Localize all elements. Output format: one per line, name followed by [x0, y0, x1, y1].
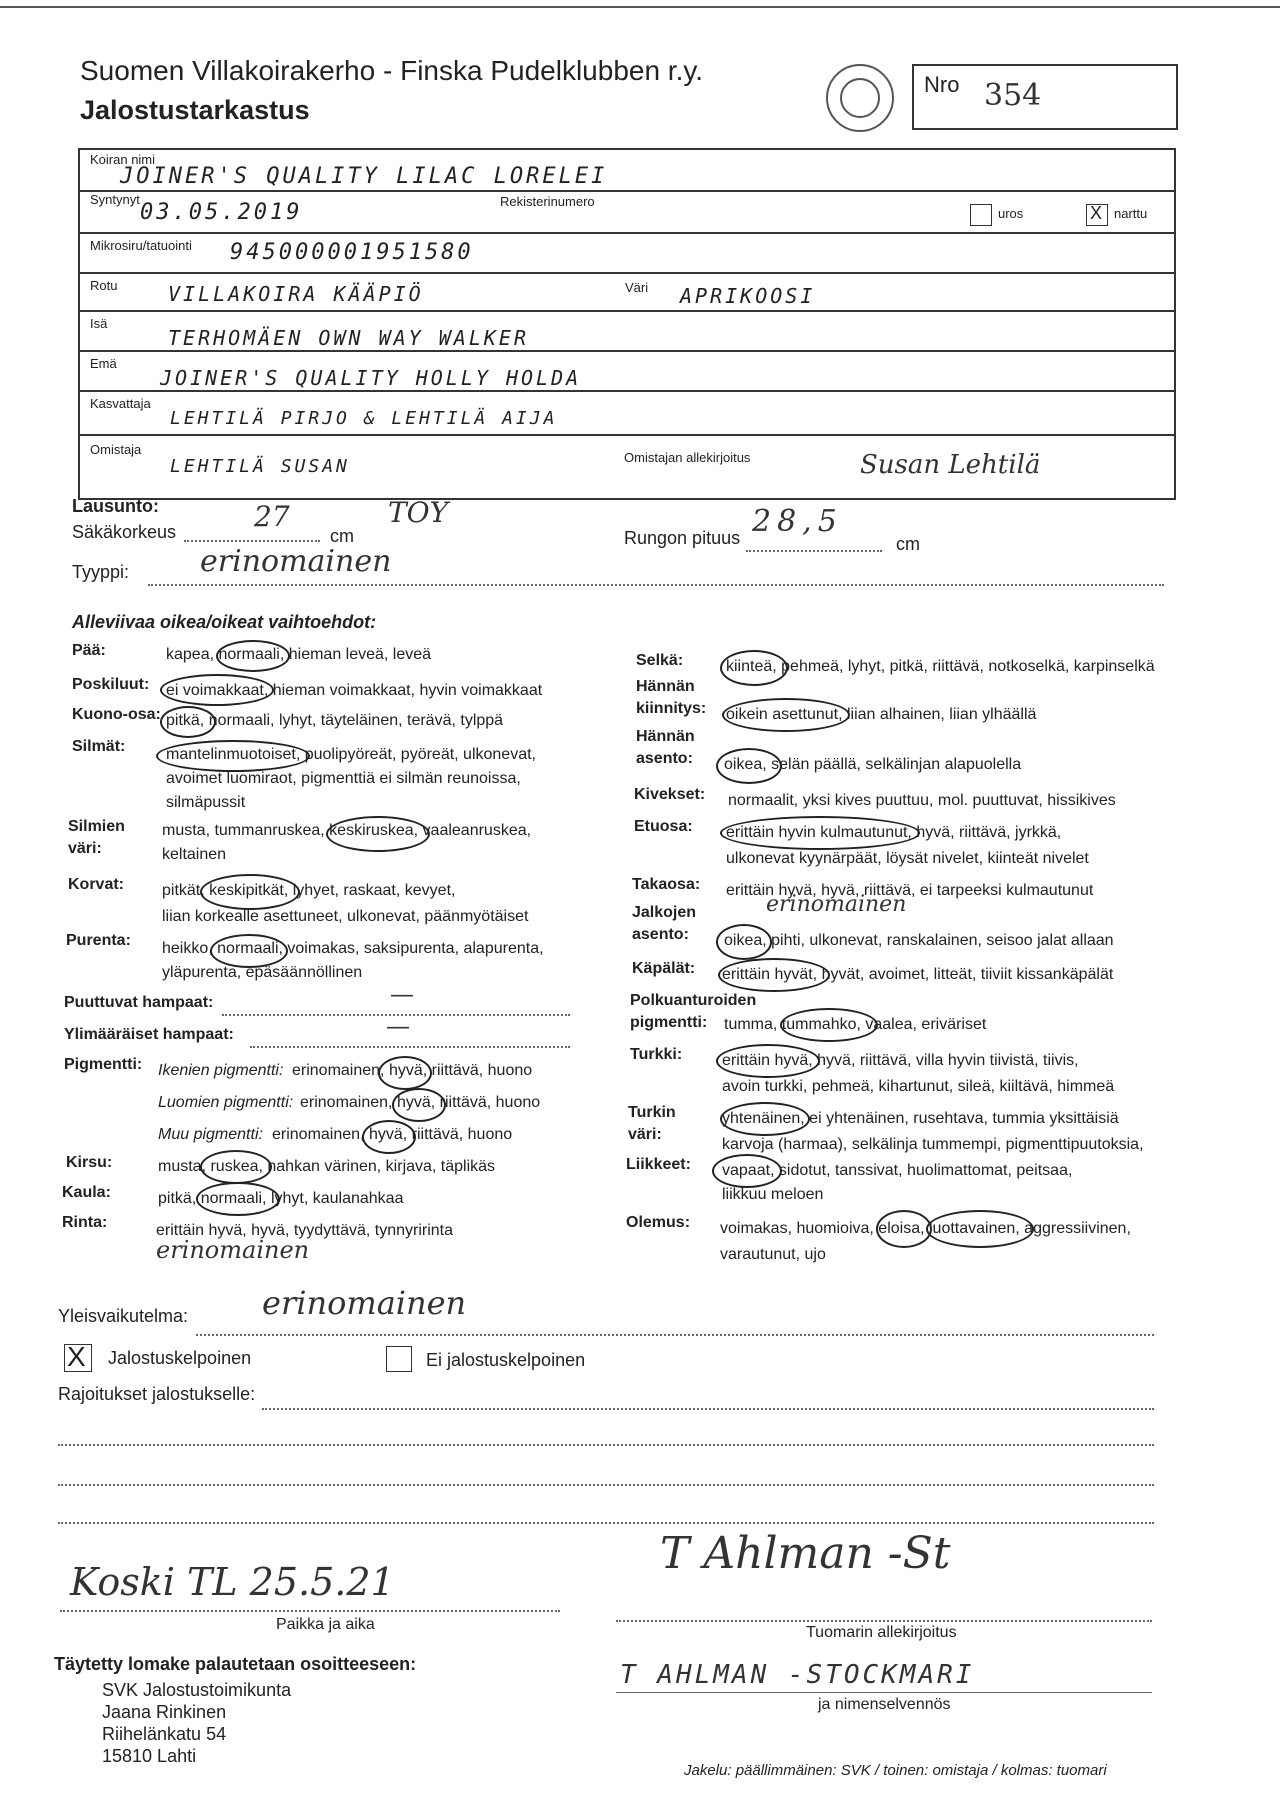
breeder-label: Kasvattaja: [90, 396, 151, 411]
coat-color-label-2: väri:: [628, 1126, 662, 1143]
gum-pigment-options: erinomainen, hyvä, riittävä, huono: [292, 1062, 533, 1079]
circle-hyva-other: [362, 1120, 416, 1154]
place-date-value: Koski TL 25.5.21: [70, 1560, 395, 1604]
breeder-value: LEHTILÄ PIRJO & LEHTILÄ AIJA: [170, 408, 558, 429]
restrictions-line-3: [58, 1472, 1154, 1486]
forequarters-label: Etuosa:: [634, 818, 693, 835]
circle-keskipitkat: [200, 874, 300, 910]
female-checkbox[interactable]: [1086, 204, 1108, 226]
length-value: 28,5: [752, 504, 843, 539]
hindquarters-options: erittäin hyvä, hyvä, riittävä, ei tarpeeksi kulmautunut: [726, 882, 1094, 899]
judge-name-label: ja nimenselvennös: [818, 1696, 951, 1713]
leg-position-label-2: asento:: [632, 926, 689, 943]
circle-normaali-neck: [196, 1182, 280, 1216]
chip-label: Mikrosiru/tatuointi: [90, 238, 192, 253]
neck-options: pitkä, normaali, lyhyt, kaulanahkaa: [158, 1190, 404, 1207]
born-label: Syntynyt: [90, 192, 140, 207]
back-label: Selkä:: [636, 652, 684, 669]
tail-carriage-label-1: Hännän: [636, 728, 695, 745]
head-label: Pää:: [72, 642, 106, 659]
chest-handwritten: erinomainen: [156, 1236, 310, 1264]
eyelid-pigment-options: erinomainen, hyvä, riittävä, huono: [300, 1094, 541, 1111]
pigment-label: Pigmentti:: [64, 1056, 143, 1073]
tail-set-options: oikein asettunut, liian alhainen, liian ylhäällä: [726, 706, 1037, 723]
coat-color-label-1: Turkin: [628, 1104, 676, 1121]
club-seal-icon: [826, 64, 894, 132]
color-value: APRIKOOSI: [680, 284, 816, 308]
circle-oikea-tail: [716, 748, 782, 784]
circle-normaali-bite: [210, 934, 288, 968]
circle-tummahko: [780, 1008, 878, 1042]
ears-options-2: liian korkealle asettuneet, ulkonevat, päänmyötäiset: [162, 908, 529, 925]
dog-info-table: [78, 148, 1176, 500]
male-label: uros: [998, 206, 1024, 221]
eye-color-label-1: Silmien: [68, 818, 125, 835]
sire-value: TERHOMÄEN OWN WAY WALKER: [168, 326, 529, 350]
circle-mantelinmuotoiset: [156, 740, 310, 772]
testicles-options: normaalit, yksi kives puuttuu, mol. puuttuvat, hissikives: [728, 792, 1116, 809]
page-top-rule: [0, 6, 1280, 8]
extra-teeth-value: —: [386, 1012, 410, 1040]
forequarters-options-1: erittäin hyvin kulmautunut, hyvä, riittävä, jyrkkä,: [726, 824, 1062, 841]
approved-check-mark: X: [67, 1341, 86, 1372]
gum-pigment-label: Ikenien pigmentti:: [158, 1062, 284, 1079]
neck-label: Kaula:: [62, 1184, 111, 1201]
overall-line: [196, 1322, 1154, 1336]
size-class: TOY: [388, 496, 449, 529]
nro-label: Nro: [924, 72, 960, 97]
address-line-4: 15810 Lahti: [102, 1746, 197, 1766]
coat-label: Turkki:: [630, 1046, 683, 1063]
muzzle-label: Kuono-osa:: [72, 706, 161, 723]
temperament-label: Olemus:: [626, 1214, 691, 1231]
chest-label: Rinta:: [62, 1214, 108, 1231]
address-line-3: Riihelänkatu 54: [102, 1724, 227, 1744]
tail-carriage-options: oikea, selän päällä, selkälinjan alapuolella: [724, 756, 1022, 773]
eye-color-label-2: väri:: [68, 840, 102, 857]
instruction: Alleviivaa oikea/oikeat vaihtoehdot:: [72, 612, 377, 632]
eye-color-options-1: musta, tummanruskea, keskiruskea, vaaleanruskea,: [162, 822, 532, 839]
bite-label: Purenta:: [66, 932, 131, 949]
female-check-mark: X: [1090, 203, 1103, 223]
dog-name-value: JOINER'S QUALITY LILAC LORELEI: [120, 164, 608, 189]
circle-luottavainen: [926, 1210, 1034, 1248]
missing-teeth-label: Puuttuvat hampaat:: [64, 994, 214, 1011]
judge-name: T AHLMAN -STOCKMARI: [620, 1660, 975, 1690]
forequarters-options-2: ulkonevat kyynärpäät, löysät nivelet, kiinteät nivelet: [726, 850, 1089, 867]
owner-signature: Susan Lehtilä: [860, 450, 1041, 480]
height-value: 27: [254, 500, 290, 533]
testicles-label: Kivekset:: [634, 786, 706, 803]
feet-label: Käpälät:: [632, 960, 696, 977]
reg-label: Rekisterinumero: [500, 194, 595, 209]
cheek-label: Poskiluut:: [72, 676, 150, 693]
breed-label: Rotu: [90, 278, 118, 293]
bite-options-1: heikko, normaali, voimakas, saksipurenta, alapurenta,: [162, 940, 544, 957]
tail-carriage-label-2: asento:: [636, 750, 693, 767]
type-label: Tyyppi:: [72, 562, 130, 582]
circle-yhtenainen: [720, 1102, 810, 1136]
judge-signature-line: [616, 1608, 1152, 1622]
eyes-options-1: mantelinmuotoiset, puolipyöreät, pyöreät, ulkonevat,: [166, 746, 536, 763]
circle-ruskea: [200, 1150, 272, 1184]
place-date-label: Paikka ja aika: [276, 1616, 375, 1633]
circle-oikein-asettunut: [722, 698, 850, 732]
hindquarters-handwritten: erinomainen: [766, 892, 907, 917]
coat-color-options-1: yhtenäinen, ei yhtenäinen, rusehtava, tummia yksittäisiä: [722, 1110, 1119, 1127]
pad-pigment-label-1: Polkuanturoiden: [630, 992, 757, 1009]
rejected-checkbox[interactable]: [386, 1346, 412, 1372]
club-name: Suomen Villakoirakerho - Finska Pudelklubben r.y.: [80, 55, 704, 86]
restrictions-label: Rajoitukset jalostukselle:: [58, 1384, 256, 1404]
form-title: Jalostustarkastus: [80, 95, 310, 125]
ears-options-1: pitkät, keskipitkät, lyhyet, raskaat, kevyet,: [162, 882, 456, 899]
circle-hyva-eyelid: [392, 1088, 446, 1122]
address-line-2: Jaana Rinkinen: [102, 1702, 227, 1722]
chest-options: erittäin hyvä, hyvä, tyydyttävä, tynnyririnta: [156, 1222, 454, 1239]
length-unit: cm: [896, 534, 920, 554]
height-unit: cm: [330, 526, 354, 546]
owner-value: LEHTILÄ SUSAN: [170, 456, 350, 477]
eyes-options-3: silmäpussit: [166, 794, 246, 811]
number-box: [912, 64, 1178, 130]
dam-value: JOINER'S QUALITY HOLLY HOLDA: [160, 366, 582, 390]
pad-pigment-options: tumma, tummahko, vaalea, eriväriset: [724, 1016, 987, 1033]
circle-pitka-muzzle: [160, 706, 216, 738]
hindquarters-label: Takaosa:: [632, 876, 701, 893]
coat-options-2: avoin turkki, pehmeä, kihartunut, sileä, kiiltävä, himmeä: [722, 1078, 1115, 1095]
born-value: 03.05.2019: [140, 200, 303, 225]
circle-oikea-legs: [716, 924, 772, 960]
missing-teeth-value: —: [390, 980, 414, 1008]
circle-keskiruskea: [326, 816, 430, 852]
cheek-options: ei voimakkaat, hieman voimakkaat, hyvin voimakkaat: [166, 682, 543, 699]
circle-kiintea: [720, 650, 788, 686]
eye-color-options-2: keltainen: [162, 846, 227, 863]
feet-options: erittäin hyvät, hyvät, avoimet, litteät, tiiviit kissankäpälät: [722, 966, 1114, 983]
height-label: Säkäkorkeus: [72, 522, 177, 542]
chip-value: 945000001951580: [230, 240, 474, 265]
type-value: erinomainen: [200, 544, 392, 579]
back-options: kiinteä, pehmeä, lyhyt, pitkä, riittävä, notkoselkä, karpinselkä: [726, 658, 1155, 675]
nro-value: 354: [984, 78, 1042, 113]
length-label: Rungon pituus: [624, 528, 741, 548]
dam-label: Emä: [90, 356, 117, 371]
approved-checkbox[interactable]: [64, 1341, 92, 1372]
sire-label: Isä: [90, 316, 108, 331]
circle-ei-voimakkaat: [160, 674, 274, 706]
circle-erittain-hyvin-kulmautunut: [720, 816, 920, 850]
owner-sig-label: Omistajan allekirjoitus: [624, 450, 751, 465]
ears-label: Korvat:: [68, 876, 125, 893]
rejected-label: Ei jalostuskelpoinen: [426, 1350, 586, 1370]
extra-teeth-label: Ylimääräiset hampaat:: [64, 1026, 234, 1043]
judge-signature-label: Tuomarin allekirjoitus: [806, 1624, 957, 1641]
color-label: Väri: [625, 280, 649, 295]
eyes-label: Silmät:: [72, 738, 126, 755]
eyes-options-2: avoimet luomiraot, pigmenttiä ei silmän reunoissa,: [166, 770, 521, 787]
restrictions-line-2: [58, 1432, 1154, 1446]
distribution-note: Jakelu: päällimmäinen: SVK / toinen: omistaja / kolmas: tuomari: [684, 1762, 1107, 1779]
owner-label: Omistaja: [90, 442, 142, 457]
head-options: kapea, normaali, hieman leveä, leveä: [166, 646, 432, 663]
circle-hyva-gum: [378, 1056, 432, 1090]
temperament-options-2: varautunut, ujo: [720, 1246, 826, 1263]
movement-options-1: vapaat, sidotut, tanssivat, huolimattomat, peitsaa,: [722, 1162, 1073, 1179]
movement-label: Liikkeet:: [626, 1156, 691, 1173]
approved-label: Jalostuskelpoinen: [108, 1348, 252, 1368]
female-label: narttu: [1114, 206, 1148, 221]
nose-options: musta, ruskea, nahkan värinen, kirjava, täplikäs: [158, 1158, 496, 1175]
statement-title: Lausunto:: [72, 496, 159, 516]
address-line-1: SVK Jalostustoimikunta: [102, 1680, 292, 1700]
height-line: [184, 528, 320, 542]
restrictions-line-1: [262, 1396, 1154, 1410]
place-date-line: [60, 1598, 560, 1612]
dog-name-label: Koiran nimi: [90, 152, 156, 167]
circle-erittain-hyvat: [718, 958, 830, 992]
temperament-options-1: voimakas, huomioiva, eloisa, luottavainen, aggressiivinen,: [720, 1220, 1131, 1237]
muzzle-options: pitkä, normaali, lyhyt, täyteläinen, terävä, tylppä: [166, 712, 504, 729]
breed-value: VILLAKOIRA KÄÄPIÖ: [168, 282, 424, 306]
nose-label: Kirsu:: [66, 1154, 113, 1171]
bite-options-2: yläpurenta, epäsäännöllinen: [162, 964, 363, 981]
leg-position-options: oikea, pihti, ulkonevat, ranskalainen, seisoo jalat allaan: [724, 932, 1114, 949]
extra-teeth-line: [250, 1034, 570, 1048]
other-pigment-options: erinomainen, hyvä, riittävä, huono: [272, 1126, 513, 1143]
male-checkbox[interactable]: [970, 204, 992, 226]
movement-options-2: liikkuu meloen: [722, 1186, 824, 1203]
circle-erittain-hyva-coat: [716, 1044, 820, 1078]
coat-color-options-2: karvoja (harmaa), selkälinja tummempi, pigmenttipuutoksia,: [722, 1136, 1144, 1153]
judge-signature: T Ahlman -St: [660, 1528, 951, 1579]
leg-position-label-1: Jalkojen: [632, 904, 697, 921]
length-line: [746, 538, 882, 552]
return-title: Täytetty lomake palautetaan osoitteeseen:: [54, 1654, 417, 1674]
pad-pigment-label-2: pigmentti:: [630, 1014, 708, 1031]
circle-vapaat: [712, 1154, 782, 1188]
restrictions-line-4: [58, 1510, 1154, 1524]
other-pigment-label: Muu pigmentti:: [158, 1126, 263, 1143]
overall-value: erinomainen: [262, 1284, 467, 1322]
circle-eloisa: [876, 1210, 932, 1248]
eyelid-pigment-label: Luomien pigmentti:: [158, 1094, 294, 1111]
circle-normaali-head: [216, 640, 290, 672]
overall-label: Yleisvaikutelma:: [58, 1306, 189, 1326]
coat-options-1: erittäin hyvä, hyvä, riittävä, villa hyvin tiivistä, tiivis,: [722, 1052, 1079, 1069]
tail-set-label-1: Hännän: [636, 678, 695, 695]
judge-name-line: [616, 1692, 1152, 1693]
tail-set-label-2: kiinnitys:: [636, 700, 707, 717]
